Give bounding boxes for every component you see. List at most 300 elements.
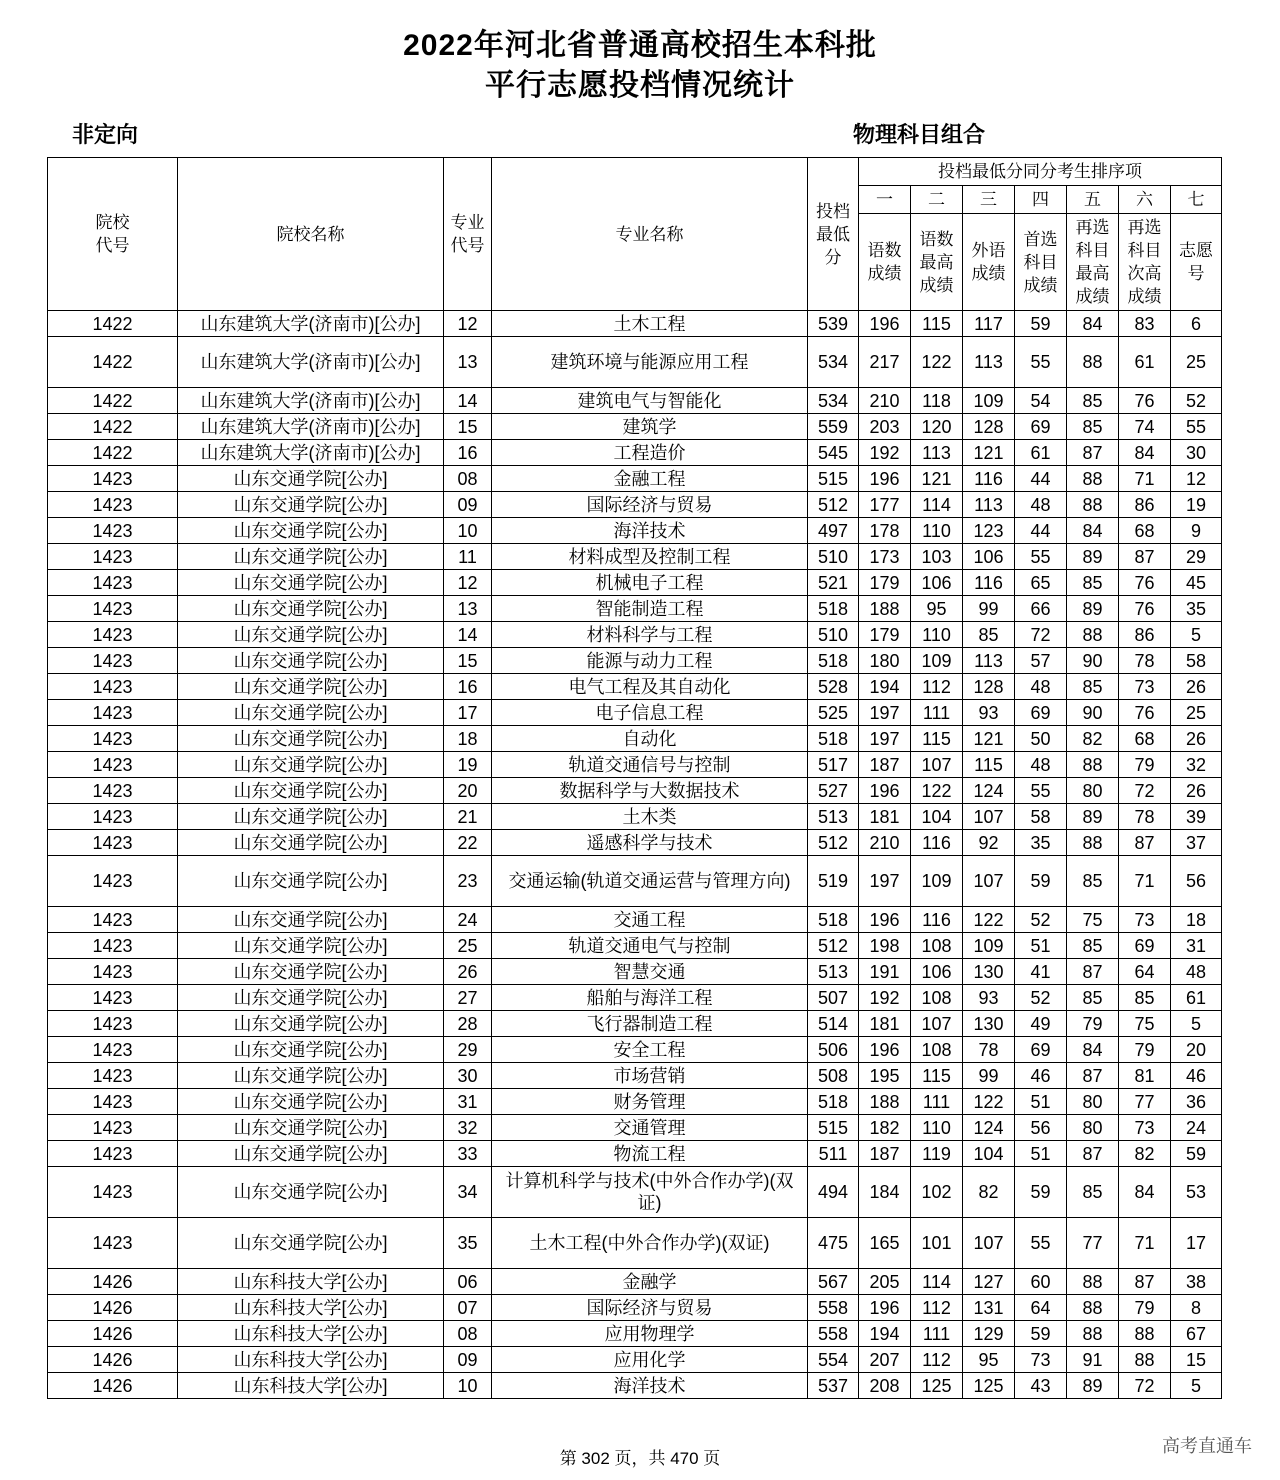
cell-first-subject: 52 [1015,907,1067,933]
cell-school-code: 1423 [48,778,178,804]
cell-chinese-math-max: 110 [911,622,963,648]
cell-preference-no: 32 [1171,752,1222,778]
cell-min-score: 537 [808,1373,859,1399]
table-row [48,1141,1222,1167]
cell-major-name: 机械电子工程 [492,570,808,596]
cell-school-name: 山东交通学院[公办] [178,1141,444,1167]
cell-foreign-language: 113 [963,337,1015,388]
cell-chinese-math-max: 109 [911,648,963,674]
cell-second-subject-max: 88 [1067,466,1119,492]
cell-school-code: 1422 [48,414,178,440]
cell-school-code: 1422 [48,311,178,337]
cell-first-subject: 35 [1015,830,1067,856]
cell-chinese-math-max: 111 [911,700,963,726]
cell-chinese-math-max: 102 [911,1167,963,1218]
cell-school-name: 山东建筑大学(济南市)[公办] [178,311,444,337]
cell-school-name: 山东建筑大学(济南市)[公办] [178,440,444,466]
cell-school-name: 山东交通学院[公办] [178,596,444,622]
cell-chinese-math: 196 [859,778,911,804]
cell-major-name: 数据科学与大数据技术 [492,778,808,804]
cell-second-subject-next: 87 [1119,830,1171,856]
cell-second-subject-next: 71 [1119,466,1171,492]
cell-school-name: 山东交通学院[公办] [178,778,444,804]
cell-major-name: 市场营销 [492,1063,808,1089]
cell-foreign-language: 92 [963,830,1015,856]
cell-school-name: 山东交通学院[公办] [178,544,444,570]
cell-chinese-math: 194 [859,674,911,700]
cell-school-name: 山东交通学院[公办] [178,985,444,1011]
cell-chinese-math-max: 110 [911,1115,963,1141]
cell-foreign-language: 113 [963,492,1015,518]
cell-min-score: 528 [808,674,859,700]
cell-first-subject: 41 [1015,959,1067,985]
cell-major-name: 交通管理 [492,1115,808,1141]
header-item-1: 语数成绩 [859,214,911,311]
cell-major-code: 25 [444,933,492,959]
cell-foreign-language: 107 [963,856,1015,907]
cell-foreign-language: 99 [963,596,1015,622]
cell-major-code: 23 [444,856,492,907]
cell-preference-no: 38 [1171,1269,1222,1295]
cell-school-code: 1423 [48,907,178,933]
cell-foreign-language: 85 [963,622,1015,648]
cell-second-subject-next: 78 [1119,648,1171,674]
cell-major-code: 17 [444,700,492,726]
cell-preference-no: 17 [1171,1218,1222,1269]
table-row [48,622,1222,648]
cell-school-code: 1423 [48,518,178,544]
cell-second-subject-max: 85 [1067,674,1119,700]
cell-first-subject: 55 [1015,337,1067,388]
cell-second-subject-next: 76 [1119,388,1171,414]
cell-foreign-language: 128 [963,674,1015,700]
cell-chinese-math-max: 111 [911,1321,963,1347]
cell-min-score: 534 [808,337,859,388]
cell-second-subject-next: 84 [1119,440,1171,466]
cell-school-code: 1423 [48,1011,178,1037]
cell-school-name: 山东交通学院[公办] [178,804,444,830]
cell-first-subject: 48 [1015,492,1067,518]
cell-foreign-language: 107 [963,804,1015,830]
cell-school-name: 山东交通学院[公办] [178,1037,444,1063]
cell-first-subject: 51 [1015,933,1067,959]
cell-preference-no: 67 [1171,1321,1222,1347]
cell-chinese-math: 196 [859,1037,911,1063]
cell-second-subject-max: 85 [1067,1167,1119,1218]
header-item-4: 首选科目成绩 [1015,214,1067,311]
cell-school-code: 1423 [48,933,178,959]
cell-major-name: 电子信息工程 [492,700,808,726]
cell-chinese-math: 196 [859,311,911,337]
cell-second-subject-max: 84 [1067,1037,1119,1063]
cell-preference-no: 56 [1171,856,1222,907]
cell-chinese-math: 217 [859,337,911,388]
cell-major-name: 交通工程 [492,907,808,933]
cell-second-subject-max: 88 [1067,830,1119,856]
cell-min-score: 521 [808,570,859,596]
cell-chinese-math: 205 [859,1269,911,1295]
cell-first-subject: 56 [1015,1115,1067,1141]
cell-school-name: 山东交通学院[公办] [178,1115,444,1141]
cell-min-score: 518 [808,907,859,933]
cell-second-subject-max: 88 [1067,492,1119,518]
cell-major-code: 22 [444,830,492,856]
table-row [48,674,1222,700]
cell-first-subject: 51 [1015,1141,1067,1167]
cell-school-code: 1423 [48,544,178,570]
cell-foreign-language: 115 [963,752,1015,778]
cell-major-code: 12 [444,311,492,337]
cell-preference-no: 9 [1171,518,1222,544]
cell-min-score: 513 [808,959,859,985]
cell-major-code: 14 [444,622,492,648]
cell-major-name: 土木工程(中外合作办学)(双证) [492,1218,808,1269]
cell-foreign-language: 95 [963,1347,1015,1373]
cell-foreign-language: 82 [963,1167,1015,1218]
cell-chinese-math-max: 108 [911,985,963,1011]
cell-chinese-math: 210 [859,830,911,856]
cell-first-subject: 46 [1015,1063,1067,1089]
cell-chinese-math-max: 118 [911,388,963,414]
table-row [48,1167,1222,1218]
cell-school-name: 山东科技大学[公办] [178,1373,444,1399]
cell-major-code: 13 [444,337,492,388]
cell-preference-no: 26 [1171,726,1222,752]
cell-school-code: 1423 [48,674,178,700]
header-order-3: 三 [963,186,1015,214]
cell-school-name: 山东交通学院[公办] [178,648,444,674]
cell-foreign-language: 109 [963,388,1015,414]
cell-second-subject-max: 85 [1067,570,1119,596]
admission-table [47,157,1222,1399]
table-row [48,1037,1222,1063]
cell-major-code: 29 [444,1037,492,1063]
cell-second-subject-next: 76 [1119,596,1171,622]
cell-chinese-math-max: 115 [911,1063,963,1089]
cell-second-subject-max: 84 [1067,518,1119,544]
cell-chinese-math: 181 [859,1011,911,1037]
cell-first-subject: 69 [1015,1037,1067,1063]
cell-foreign-language: 117 [963,311,1015,337]
cell-second-subject-next: 81 [1119,1063,1171,1089]
cell-major-name: 物流工程 [492,1141,808,1167]
cell-school-name: 山东建筑大学(济南市)[公办] [178,414,444,440]
cell-major-code: 20 [444,778,492,804]
cell-second-subject-max: 80 [1067,778,1119,804]
cell-preference-no: 35 [1171,596,1222,622]
cell-chinese-math: 210 [859,388,911,414]
cell-first-subject: 50 [1015,726,1067,752]
cell-preference-no: 26 [1171,778,1222,804]
cell-min-score: 510 [808,544,859,570]
header-item-6: 再选科目次高成绩 [1119,214,1171,311]
cell-min-score: 508 [808,1063,859,1089]
cell-school-name: 山东科技大学[公办] [178,1321,444,1347]
cell-foreign-language: 125 [963,1373,1015,1399]
cell-preference-no: 55 [1171,414,1222,440]
cell-school-code: 1423 [48,1037,178,1063]
table-row [48,414,1222,440]
cell-preference-no: 8 [1171,1295,1222,1321]
cell-first-subject: 73 [1015,1347,1067,1373]
cell-second-subject-next: 71 [1119,856,1171,907]
cell-school-code: 1423 [48,648,178,674]
cell-chinese-math-max: 106 [911,570,963,596]
cell-first-subject: 49 [1015,1011,1067,1037]
cell-chinese-math: 197 [859,856,911,907]
cell-chinese-math: 178 [859,518,911,544]
cell-major-name: 安全工程 [492,1037,808,1063]
cell-second-subject-next: 76 [1119,570,1171,596]
cell-chinese-math: 192 [859,985,911,1011]
cell-school-code: 1423 [48,622,178,648]
cell-chinese-math: 182 [859,1115,911,1141]
table-row [48,752,1222,778]
cell-chinese-math-max: 112 [911,674,963,700]
cell-school-code: 1423 [48,985,178,1011]
cell-chinese-math-max: 115 [911,311,963,337]
cell-first-subject: 51 [1015,1089,1067,1115]
cell-second-subject-max: 89 [1067,596,1119,622]
cell-major-name: 遥感科学与技术 [492,830,808,856]
cell-major-name: 土木工程 [492,311,808,337]
cell-major-code: 10 [444,518,492,544]
cell-second-subject-max: 90 [1067,648,1119,674]
cell-min-score: 567 [808,1269,859,1295]
table-row [48,570,1222,596]
cell-second-subject-max: 85 [1067,933,1119,959]
cell-school-code: 1423 [48,752,178,778]
table-row [48,778,1222,804]
header-tiebreak-group: 投档最低分同分考生排序项 [859,158,1222,186]
cell-chinese-math: 196 [859,907,911,933]
cell-second-subject-max: 80 [1067,1115,1119,1141]
cell-first-subject: 48 [1015,674,1067,700]
cell-preference-no: 46 [1171,1063,1222,1089]
cell-foreign-language: 116 [963,466,1015,492]
cell-second-subject-next: 73 [1119,907,1171,933]
subject-group-label: 物理科目组合 [853,122,986,147]
cell-major-code: 15 [444,414,492,440]
cell-min-score: 517 [808,752,859,778]
cell-school-code: 1423 [48,492,178,518]
cell-chinese-math-max: 122 [911,778,963,804]
cell-second-subject-max: 85 [1067,414,1119,440]
cell-major-code: 10 [444,1373,492,1399]
cell-first-subject: 44 [1015,518,1067,544]
cell-first-subject: 69 [1015,414,1067,440]
cell-preference-no: 19 [1171,492,1222,518]
cell-school-name: 山东建筑大学(济南市)[公办] [178,388,444,414]
cell-preference-no: 26 [1171,674,1222,700]
cell-foreign-language: 99 [963,1063,1015,1089]
table-row [48,1347,1222,1373]
cell-preference-no: 59 [1171,1141,1222,1167]
cell-preference-no: 12 [1171,466,1222,492]
cell-chinese-math-max: 101 [911,1218,963,1269]
cell-major-code: 32 [444,1115,492,1141]
cell-foreign-language: 131 [963,1295,1015,1321]
cell-second-subject-next: 72 [1119,778,1171,804]
cell-major-name: 金融学 [492,1269,808,1295]
cell-second-subject-max: 89 [1067,804,1119,830]
cell-major-name: 国际经济与贸易 [492,1295,808,1321]
watermark: 高考直通车 [1162,1436,1252,1456]
cell-school-name: 山东交通学院[公办] [178,492,444,518]
cell-school-code: 1423 [48,570,178,596]
cell-school-code: 1422 [48,388,178,414]
cell-school-name: 山东交通学院[公办] [178,933,444,959]
cell-foreign-language: 116 [963,570,1015,596]
cell-major-name: 建筑环境与能源应用工程 [492,337,808,388]
cell-first-subject: 55 [1015,1218,1067,1269]
cell-school-name: 山东科技大学[公办] [178,1347,444,1373]
cell-foreign-language: 127 [963,1269,1015,1295]
cell-major-code: 18 [444,726,492,752]
cell-second-subject-max: 85 [1067,856,1119,907]
cell-foreign-language: 122 [963,1089,1015,1115]
cell-foreign-language: 78 [963,1037,1015,1063]
cell-preference-no: 61 [1171,985,1222,1011]
cell-chinese-math-max: 121 [911,466,963,492]
cell-second-subject-next: 87 [1119,1269,1171,1295]
cell-major-name: 应用化学 [492,1347,808,1373]
cell-first-subject: 55 [1015,778,1067,804]
cell-foreign-language: 124 [963,1115,1015,1141]
cell-school-name: 山东交通学院[公办] [178,674,444,700]
cell-major-name: 能源与动力工程 [492,648,808,674]
cell-major-name: 国际经济与贸易 [492,492,808,518]
cell-major-code: 14 [444,388,492,414]
cell-major-code: 11 [444,544,492,570]
table-row [48,1321,1222,1347]
cell-second-subject-next: 84 [1119,1167,1171,1218]
cell-chinese-math-max: 122 [911,337,963,388]
cell-preference-no: 5 [1171,1373,1222,1399]
header-school-name: 院校名称 [178,158,444,311]
cell-preference-no: 5 [1171,1011,1222,1037]
cell-first-subject: 69 [1015,700,1067,726]
cell-min-score: 558 [808,1295,859,1321]
cell-second-subject-max: 89 [1067,1373,1119,1399]
cell-chinese-math-max: 116 [911,907,963,933]
cell-chinese-math-max: 108 [911,1037,963,1063]
cell-school-code: 1423 [48,1063,178,1089]
cell-chinese-math-max: 120 [911,414,963,440]
cell-foreign-language: 121 [963,726,1015,752]
cell-major-name: 海洋技术 [492,1373,808,1399]
table-row [48,492,1222,518]
table-row [48,388,1222,414]
cell-first-subject: 65 [1015,570,1067,596]
cell-second-subject-max: 79 [1067,1011,1119,1037]
cell-school-name: 山东科技大学[公办] [178,1295,444,1321]
cell-second-subject-max: 77 [1067,1218,1119,1269]
cell-first-subject: 57 [1015,648,1067,674]
header-order-6: 六 [1119,186,1171,214]
table-row [48,830,1222,856]
cell-major-code: 26 [444,959,492,985]
cell-foreign-language: 107 [963,1218,1015,1269]
cell-school-name: 山东交通学院[公办] [178,959,444,985]
cell-major-name: 计算机科学与技术(中外合作办学)(双证) [492,1167,808,1218]
cell-foreign-language: 122 [963,907,1015,933]
table-row [48,544,1222,570]
cell-preference-no: 25 [1171,700,1222,726]
cell-school-code: 1423 [48,726,178,752]
cell-min-score: 518 [808,1089,859,1115]
table-row [48,466,1222,492]
table-row [48,1115,1222,1141]
cell-second-subject-next: 79 [1119,752,1171,778]
table-row [48,1063,1222,1089]
cell-foreign-language: 124 [963,778,1015,804]
cell-first-subject: 54 [1015,388,1067,414]
cell-school-name: 山东交通学院[公办] [178,726,444,752]
cell-school-name: 山东交通学院[公办] [178,856,444,907]
table-row [48,907,1222,933]
table-row [48,440,1222,466]
cell-second-subject-max: 75 [1067,907,1119,933]
cell-chinese-math: 188 [859,596,911,622]
cell-major-code: 15 [444,648,492,674]
document-subtitle: 平行志愿投档情况统计 [485,69,795,102]
header-min-score: 投档最低分 [808,158,859,311]
cell-second-subject-max: 87 [1067,1063,1119,1089]
cell-second-subject-next: 77 [1119,1089,1171,1115]
cell-school-code: 1423 [48,700,178,726]
cell-chinese-math: 177 [859,492,911,518]
cell-preference-no: 31 [1171,933,1222,959]
cell-major-code: 33 [444,1141,492,1167]
cell-school-name: 山东交通学院[公办] [178,518,444,544]
table-row [48,1218,1222,1269]
cell-second-subject-next: 76 [1119,700,1171,726]
table-row [48,804,1222,830]
cell-second-subject-max: 90 [1067,700,1119,726]
cell-chinese-math: 195 [859,1063,911,1089]
header-item-7: 志愿号 [1171,214,1222,311]
cell-min-score: 510 [808,622,859,648]
header-order-7: 七 [1171,186,1222,214]
cell-school-code: 1423 [48,466,178,492]
cell-min-score: 525 [808,700,859,726]
table-row [48,933,1222,959]
cell-major-code: 13 [444,596,492,622]
cell-chinese-math: 173 [859,544,911,570]
cell-foreign-language: 121 [963,440,1015,466]
cell-foreign-language: 93 [963,700,1015,726]
header-major-code: 专业代号 [444,158,492,311]
cell-chinese-math: 180 [859,648,911,674]
cell-min-score: 527 [808,778,859,804]
cell-second-subject-max: 85 [1067,388,1119,414]
cell-min-score: 512 [808,830,859,856]
cell-preference-no: 20 [1171,1037,1222,1063]
cell-school-name: 山东交通学院[公办] [178,466,444,492]
cell-chinese-math-max: 104 [911,804,963,830]
cell-foreign-language: 113 [963,648,1015,674]
cell-second-subject-max: 91 [1067,1347,1119,1373]
cell-second-subject-next: 73 [1119,674,1171,700]
cell-school-code: 1426 [48,1373,178,1399]
cell-major-code: 34 [444,1167,492,1218]
cell-min-score: 512 [808,492,859,518]
cell-preference-no: 18 [1171,907,1222,933]
cell-second-subject-max: 84 [1067,311,1119,337]
cell-second-subject-next: 75 [1119,1011,1171,1037]
cell-foreign-language: 130 [963,959,1015,985]
